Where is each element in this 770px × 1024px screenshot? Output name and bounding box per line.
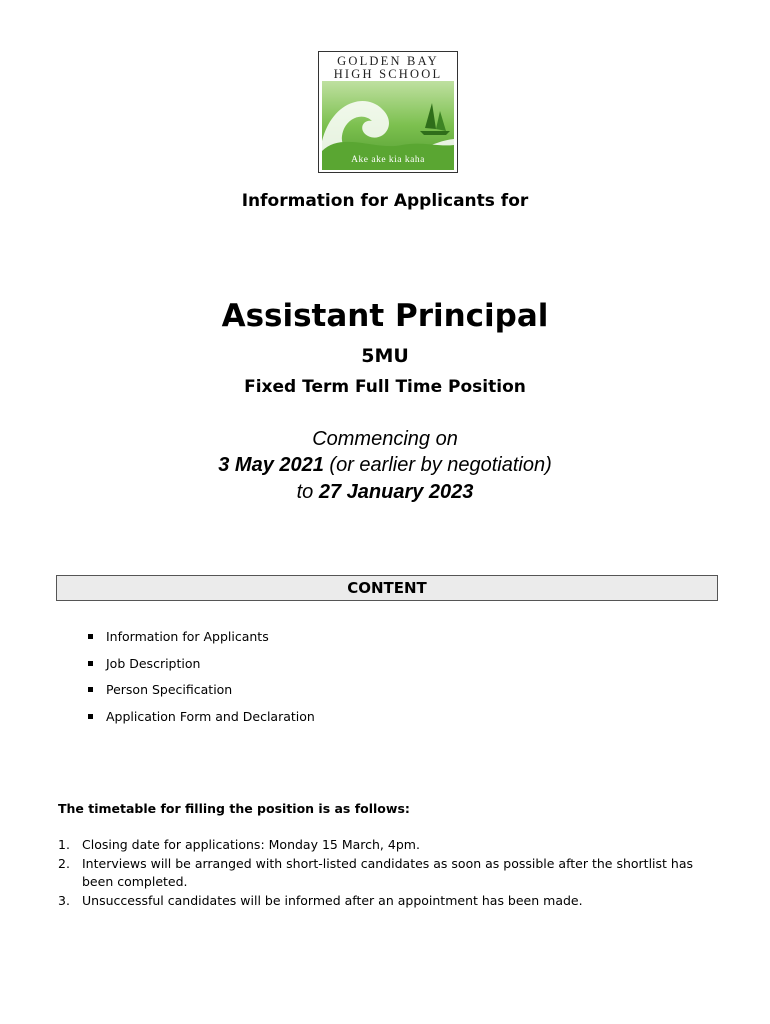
list-item bbox=[58, 892, 708, 911]
list-item-label: Job Description bbox=[106, 655, 201, 671]
list-item bbox=[88, 627, 315, 654]
content-heading: CONTENT bbox=[56, 575, 718, 601]
timetable-heading: The timetable for filling the position is as follows: bbox=[58, 801, 410, 816]
step-number: 1. bbox=[58, 837, 70, 852]
step-text: Interviews will be arranged with short-listed candidates as soon as possible after the shortlist has been completed. bbox=[82, 855, 694, 889]
step-number: 3. bbox=[58, 892, 70, 908]
timetable-steps bbox=[58, 836, 708, 910]
info-heading: Information for Applicants for bbox=[241, 191, 529, 211]
step-number: 2. bbox=[58, 855, 70, 871]
end-date-line bbox=[0, 481, 770, 504]
end-date: 27 January 2023 bbox=[318, 481, 474, 503]
commencing-label: Commencing on bbox=[312, 428, 458, 450]
start-date-note: (or earlier by negotiation) bbox=[323, 454, 552, 476]
list-item-label: Application Form and Declaration bbox=[106, 708, 315, 724]
position-grade: 5MU bbox=[361, 345, 409, 367]
list-item bbox=[88, 680, 315, 707]
logo-motto: Ake ake kia kaha bbox=[351, 155, 425, 165]
start-date: 3 May 2021 bbox=[218, 454, 324, 476]
start-date-line bbox=[0, 454, 770, 477]
list-item bbox=[88, 654, 315, 681]
bullet-icon bbox=[88, 687, 93, 692]
position-term: Fixed Term Full Time Position bbox=[244, 377, 526, 397]
list-item bbox=[88, 707, 315, 734]
list-item bbox=[58, 836, 708, 855]
step-text: Unsuccessful candidates will be informed after an appointment has been made. bbox=[82, 892, 583, 908]
position-title: Assistant Principal bbox=[221, 298, 549, 334]
bullet-icon bbox=[88, 714, 93, 719]
list-item-label: Person Specification bbox=[106, 682, 233, 697]
contents-list bbox=[88, 627, 315, 733]
school-logo bbox=[318, 51, 458, 173]
logo-text-line1: GOLDEN BAY bbox=[337, 54, 439, 68]
list-item-label: Information for Applicants bbox=[106, 629, 269, 644]
bullet-icon bbox=[88, 661, 93, 666]
step-text: Closing date for applications: Monday 15 March, 4pm. bbox=[82, 837, 420, 852]
list-item bbox=[58, 855, 708, 892]
end-date-prefix: to bbox=[296, 481, 319, 503]
bullet-icon bbox=[88, 634, 93, 639]
logo-text-line2: HIGH SCHOOL bbox=[333, 67, 443, 81]
